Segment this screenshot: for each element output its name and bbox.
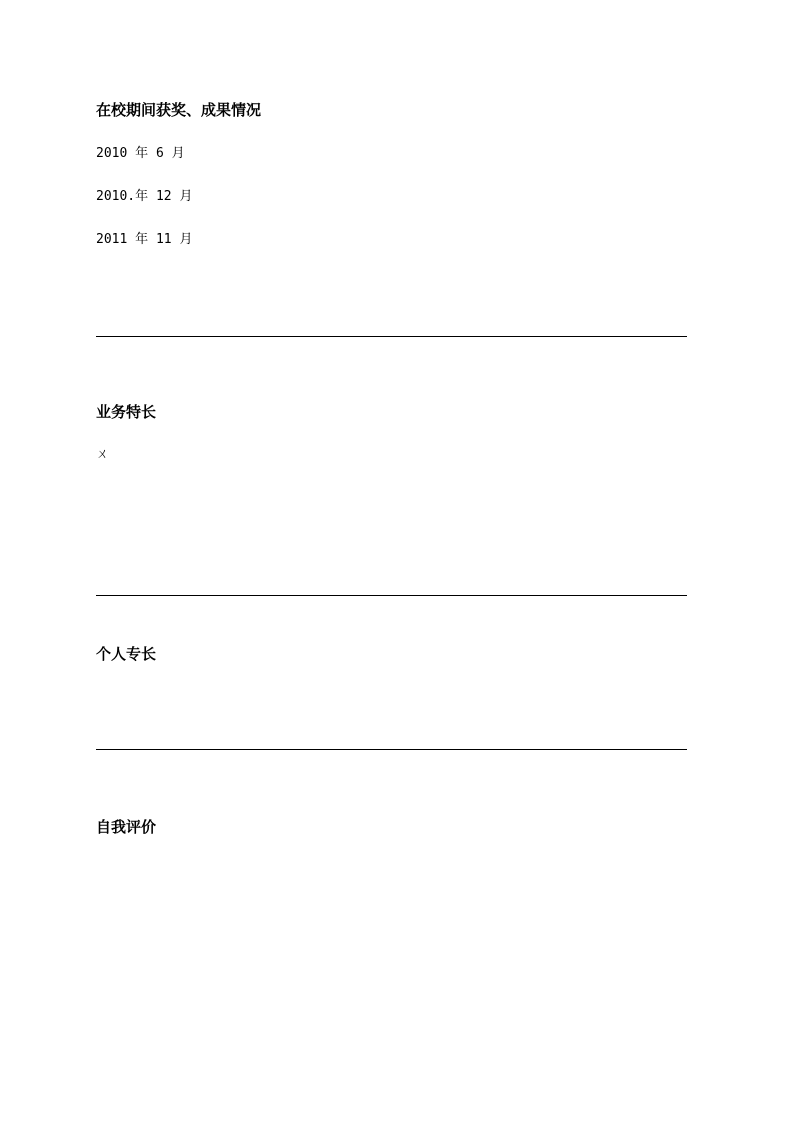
business-skills-heading: 业务特长	[96, 403, 157, 421]
award-entry-3: 2011 年 11 月	[96, 232, 193, 247]
business-skills-mark: ㄨ	[96, 447, 110, 462]
section-divider	[96, 595, 687, 596]
section-divider	[96, 749, 687, 750]
section-divider	[96, 336, 687, 337]
self-evaluation-heading: 自我评价	[96, 818, 157, 836]
award-entry-2: 2010.年 12 月	[96, 189, 193, 204]
personal-skills-heading: 个人专长	[96, 645, 157, 663]
awards-heading: 在校期间获奖、成果情况	[96, 101, 262, 119]
award-entry-1: 2010 年 6 月	[96, 146, 185, 161]
